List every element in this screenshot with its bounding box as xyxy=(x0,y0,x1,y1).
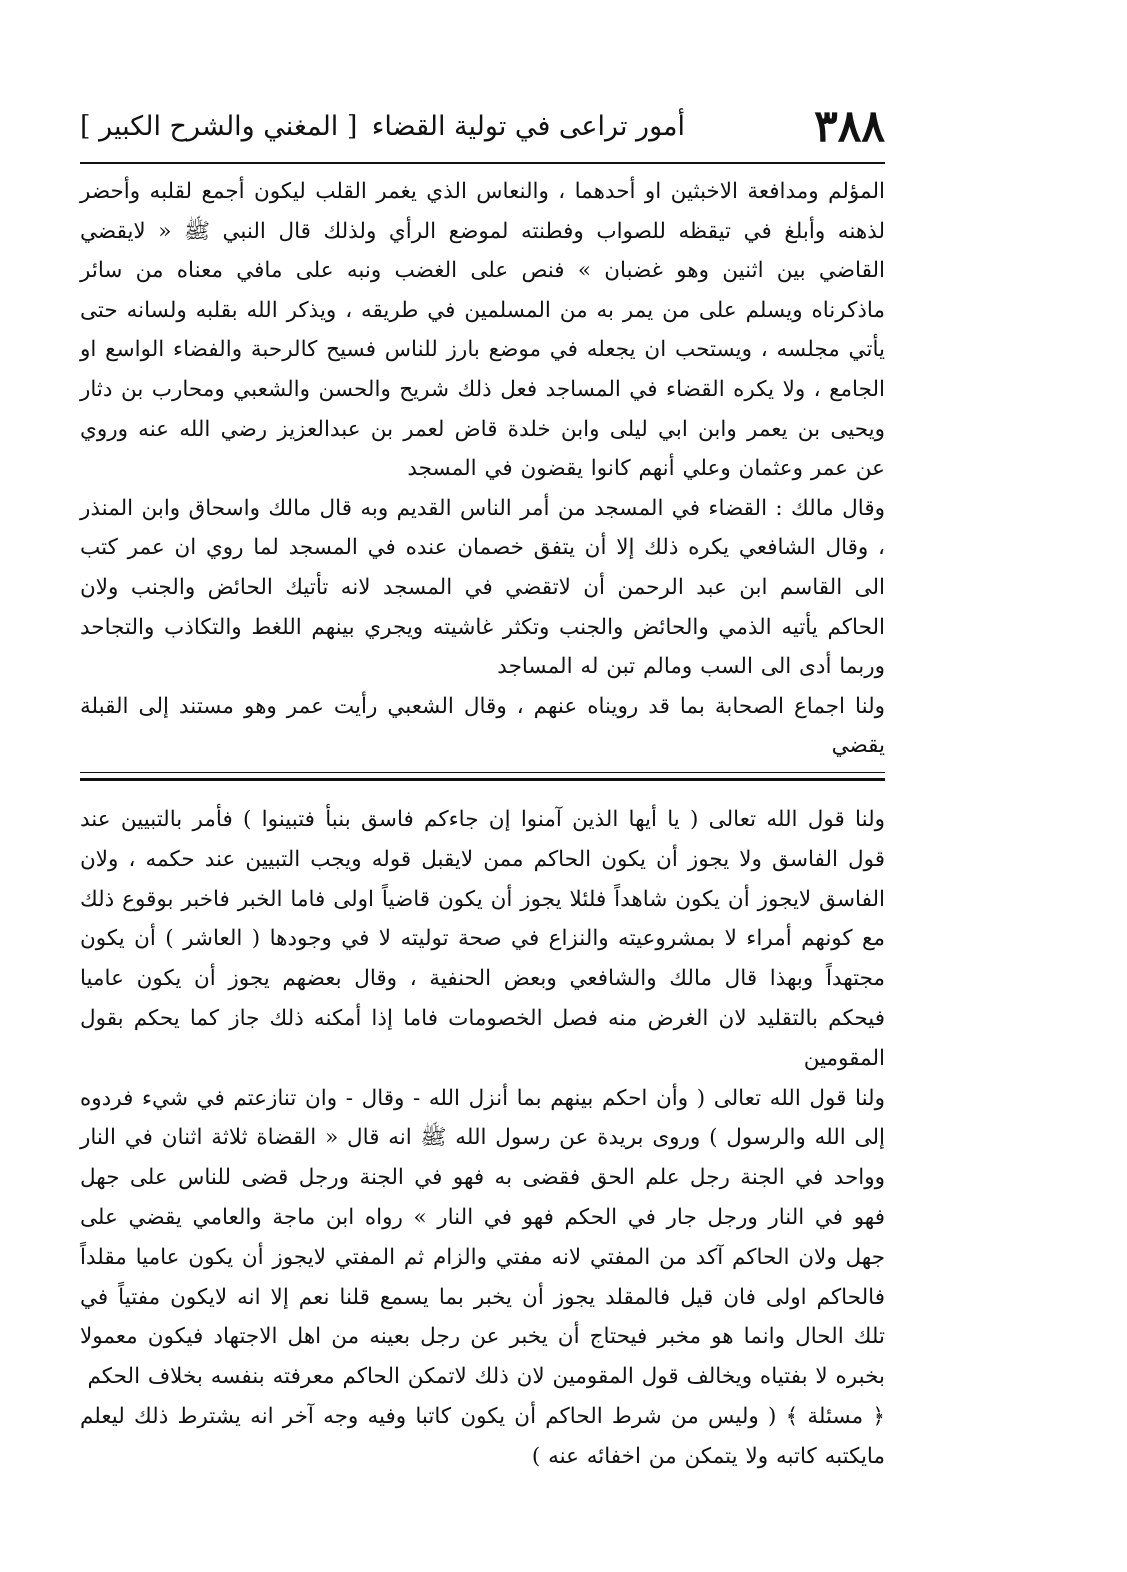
paragraph: ولنا قول الله تعالى ( وأن احكم بينهم بما أنزل الله - وقال - وان تنازعتم في شيء فردوه إلى الله والرسول ) وروى بريدة عن رسول الله ﷺ انه قال « القضاة ثلاثة اثنان في النار وواحد في الجنة رجل علم الحق فقضى به فهو في الجنة ورجل قضى للناس على جهل فهو في النار ورجل جار في الحكم فهو في النار » رواه ابن ماجة والعامي يقضي على جهل ولان الحاكم آكد من المفتي لانه مفتي والزام ثم المفتي لايجوز أن يكون عاميا مقلداً فالحاكم اولى فان قيل فالمقلد يجوز أن يخبر بما يسمع قلنا نعم إلا انه لايكون مفتياً في تلك الحال وانما هو مخبر فيحتاج أن يخبر عن رجل بعينه من اهل الاجتهاد فيكون معمولا بخبره لا بفتياه ويخالف قول المقومين لان ذلك لاتمكن الحاكم معرفته بنفسه بخلاف الحكم xyxy=(80,1085,885,1390)
book-title: [ المغني والشرح الكبير ] xyxy=(80,111,358,142)
paragraph: المؤلم ومدافعة الاخبثين او أحدهما ، والنعاس الذي يغمر القلب ليكون أجمع لقلبه وأحضر لذهنه وأبلغ في تيقظه للصواب وفطنته لموضع الرأي ولذلك قال النبي ﷺ « لايقضي القاضي بين اثنين وهو غضبان » فنص على الغضب ونبه على مافي معناه من سائر ماذكرناه ويسلم على من يمر به من المسلمين في طريقه ، ويذكر الله بقلبه ولسانه حتى يأتي مجلسه ، ويستحب ان يجعله في موضع بارز للناس فسيح كالرحبة والفضاء الواسع او الجامع ، ولا يكره القضاء في المساجد فعل ذلك شريح والحسن والشعبي ومحارب بن دثار ويحيى بن يعمر وابن ابي ليلى وابن خلدة قاض لعمر بن عبدالعزيز رضي الله عنه وروي عن عمر وعثمان وعلي أنهم كانوا يقضون في المسجد xyxy=(80,179,885,482)
upper-text-block xyxy=(80,172,885,766)
page-number: ٣٨٨ xyxy=(814,101,885,152)
header-rule xyxy=(80,162,885,164)
page-header xyxy=(80,95,885,163)
section-divider-thin xyxy=(80,772,885,773)
paragraph: وقال مالك : القضاء في المسجد من أمر الناس القديم وبه قال مالك واسحاق وابن المنذر ، وقال الشافعي يكره ذلك إلا أن يتفق خصمان عنده في المسجد لما روي ان عمر كتب الى القاسم ابن عبد الرحمن أن لاتقضي في المسجد لانه تأتيك الحائض والجنب ولان الحاكم يأتيه الذمي والحائض والجنب وتكثر غاشيته ويجري بينهم اللغط والتكاذب والتجاحد وربما أدى الى السب ومالم تبن له المساجد xyxy=(80,495,885,680)
paragraph: ولنا اجماع الصحابة بما قد رويناه عنهم ، وقال الشعبي رأيت عمر وهو مستند إلى القبلة يقضي xyxy=(80,693,885,759)
lower-text-block xyxy=(80,800,885,1477)
paragraph: ﴿ مسئلة ﴾ ( وليس من شرط الحاكم أن يكون كاتبا وفيه وجه آخر انه يشترط ذلك ليعلم مايكتبه كاتبه ولا يتمكن من اخفائه عنه ) xyxy=(80,1403,885,1469)
paragraph: ولنا قول الله تعالى ( يا أيها الذين آمنوا إن جاءكم فاسق بنبأ فتبينوا ) فأمر بالتبيين عند قول الفاسق ولا يجوز أن يكون الحاكم ممن لايقبل قوله ويجب التبيين عند حكمه ، ولان الفاسق لايجوز أن يكون شاهداً فلئلا يجوز أن يكون قاضياً اولى فاما الخبر فاخبر بوقوع ذلك مع كونهم أمراء لا بمشروعيته والنزاع في صحة توليته لا في وجودها ( العاشر ) أن يكون مجتهداً وبهذا قال مالك والشافعي وبعض الحنفية ، وقال بعضهم يجوز أن يكون عاميا فيحكم بالتقليد لان الغرض منه فصل الخصومات فاما إذا أمكنه ذلك جاز كما يحكم بقول المقومين xyxy=(80,807,885,1071)
running-title: أمور تراعى في تولية القضاء xyxy=(371,111,685,142)
section-divider-thick xyxy=(80,778,885,781)
